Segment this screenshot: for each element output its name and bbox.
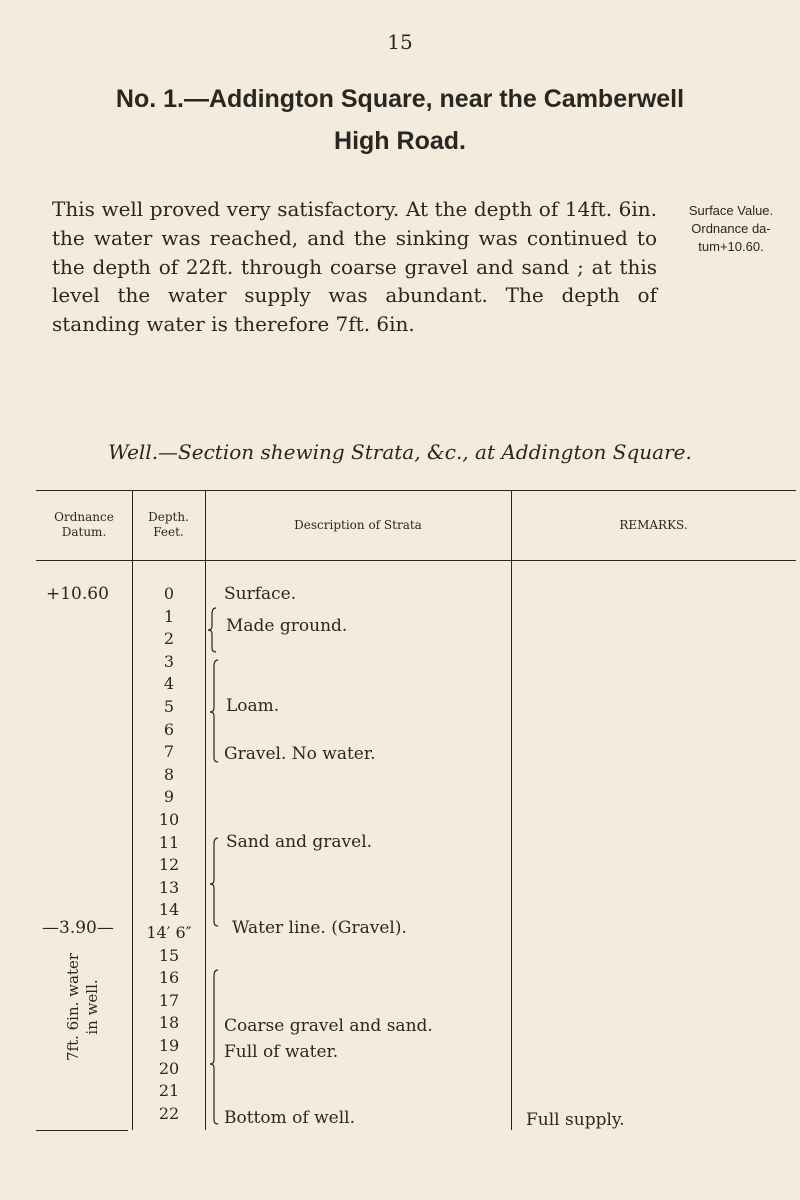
desc-coarse: Coarse gravel and sand. <box>224 1016 433 1036</box>
strata-table <box>36 488 796 1128</box>
depth-value: 19 <box>158 1036 180 1055</box>
column-rule-3 <box>511 490 512 1130</box>
bracket-coarse <box>210 970 218 1124</box>
depth-value: 18 <box>158 1013 180 1033</box>
margin-note-line-1: Surface Value. <box>688 203 774 218</box>
page-heading <box>40 78 760 162</box>
desc-full-water: Full of water. <box>224 1042 339 1062</box>
depth-value: 17 <box>158 990 180 1010</box>
table-caption: Well.—Section shewing Strata, &c., at Addington Square. <box>108 440 692 464</box>
depth-value: 0 <box>163 584 175 603</box>
depth-value: 21 <box>158 1081 180 1101</box>
depth-value: 9 <box>163 787 175 807</box>
bracket-made-ground <box>208 608 216 652</box>
desc-bottom: Bottom of well. <box>224 1108 355 1128</box>
header-depth-line-2: Feet. <box>153 525 184 539</box>
table-header-rule <box>36 560 796 561</box>
depth-value: 6 <box>163 719 175 739</box>
standing-water-line-1: 7ft. 6in. water <box>64 952 82 1062</box>
datum-water-line: —3.90— <box>42 918 114 938</box>
header-datum-line-1: Ordnance <box>54 510 114 524</box>
bracket-loam <box>210 660 218 762</box>
table-top-rule <box>36 490 796 491</box>
heading-line-1: No. 1.—Addington Square, near the Camberwell <box>115 85 685 113</box>
heading-line-2: High Road. <box>334 127 466 155</box>
desc-loam: Loam. <box>226 696 280 716</box>
desc-made-ground: Made ground. <box>226 616 348 636</box>
body-paragraph: This well proved very satisfactory. At the depth of 14ft. 6in. the water was reached, and the sinking was continued to the depth of 22ft. through coarse gravel and sand ; at this level the water supply was abundant. The depth of standing water is therefore 7ft. 6in. <box>52 197 657 337</box>
header-datum-line-2: Datum. <box>61 525 107 539</box>
depth-value: 7 <box>163 742 175 762</box>
desc-sand-gravel: Sand and gravel. <box>226 832 373 852</box>
datum-surface: +10.60 <box>46 584 109 604</box>
depth-value: 20 <box>158 1058 180 1078</box>
depth-value: 16 <box>158 968 180 988</box>
depth-value: 12 <box>158 855 180 875</box>
desc-gravel: Gravel. No water. <box>224 744 376 764</box>
desc-surface: Surface. <box>224 584 297 604</box>
margin-note-line-2: Ordnance da- <box>691 221 771 236</box>
depth-value: 4 <box>163 674 175 694</box>
table-bottom-rule <box>36 1130 128 1131</box>
depth-value: 22 <box>158 1103 180 1123</box>
header-depth-line-1: Depth. <box>148 510 189 524</box>
column-rule-1 <box>132 490 133 1130</box>
strata-brackets <box>206 560 236 1130</box>
bracket-sand-gravel <box>210 838 218 926</box>
margin-note-line-3: tum+10.60. <box>698 239 764 254</box>
depth-value: 13 <box>158 877 180 897</box>
depth-value: 3 <box>163 651 175 671</box>
header-description: Description of Strata <box>294 518 422 532</box>
margin-note <box>665 202 797 256</box>
remark-full-supply: Full supply. <box>526 1110 625 1130</box>
depth-value: 15 <box>158 945 180 965</box>
standing-water-note <box>64 932 102 1082</box>
desc-water-line: Water line. (Gravel). <box>232 918 407 938</box>
header-datum <box>36 510 132 540</box>
depth-value: 5 <box>163 697 175 716</box>
depth-value: 10 <box>158 810 180 829</box>
depth-value: 11 <box>158 832 180 852</box>
standing-water-line-2: in well. <box>83 979 101 1035</box>
depth-value: 2 <box>163 629 175 649</box>
depth-value: 8 <box>163 764 175 784</box>
depth-value: 14′ 6″ <box>146 923 192 942</box>
depth-value: 1 <box>163 606 175 626</box>
header-depth <box>132 510 205 540</box>
depth-value: 14 <box>158 900 180 920</box>
header-remarks: REMARKS. <box>619 518 688 532</box>
page-number: 15 <box>387 30 413 54</box>
